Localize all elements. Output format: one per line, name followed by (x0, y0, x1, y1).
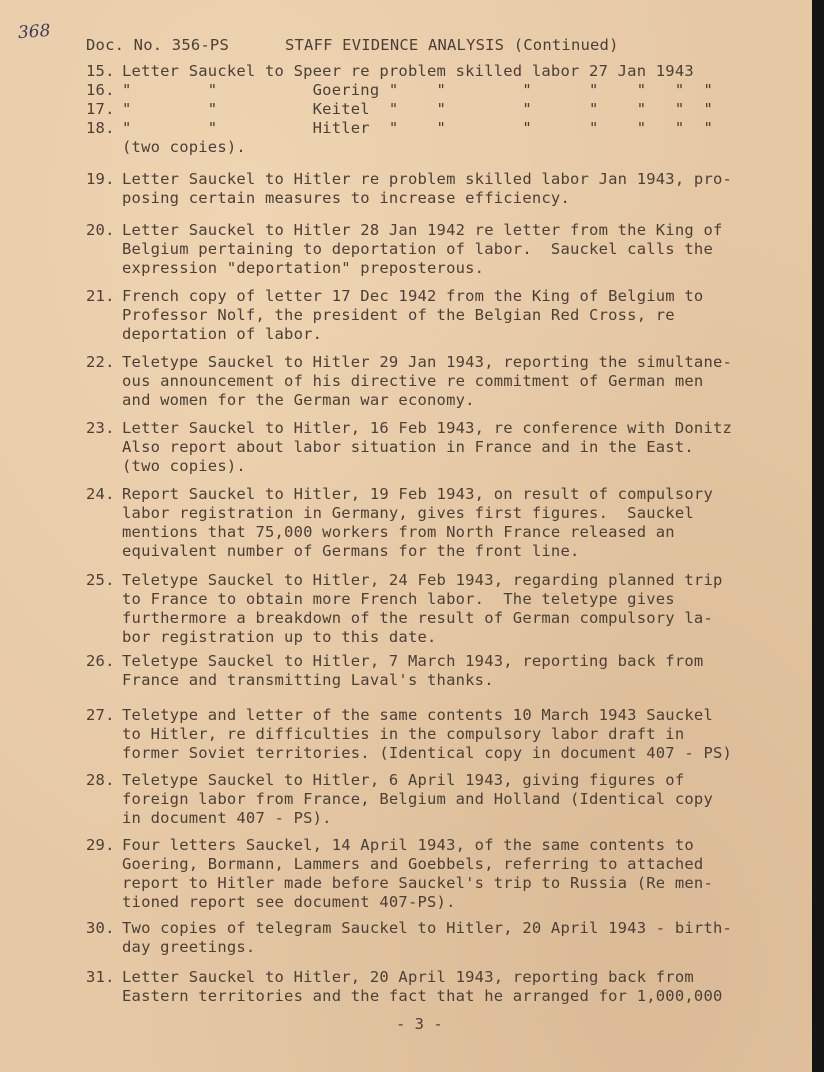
item-text-line: Letter Sauckel to Hitler, 20 April 1943, reporting back from (122, 968, 694, 986)
item-number: 29. (86, 836, 115, 854)
item-text-line: France and transmitting Laval's thanks. (122, 671, 494, 689)
item-text-line: Letter Sauckel to Speer re problem skilled labor 27 Jan 1943 (122, 62, 694, 80)
item-text-line: labor registration in Germany, gives first figures. Sauckel (122, 504, 694, 522)
item-text-line: and women for the German war economy. (122, 391, 475, 409)
item-number: 28. (86, 771, 115, 789)
item-text-line: bor registration up to this date. (122, 628, 437, 646)
item-text-line: " " Goering " " " " " " " (122, 81, 713, 99)
item-text-line: former Soviet territories. (Identical copy in document 407 - PS) (122, 744, 733, 762)
item-number: 24. (86, 485, 115, 503)
item-text-line: " " Hitler " " " " " " " (122, 119, 713, 137)
item-number: 31. (86, 968, 115, 986)
item-text-line: deportation of labor. (122, 325, 323, 343)
item-text-line: (two copies). (122, 138, 246, 156)
item-text-line: posing certain measures to increase efficiency. (122, 189, 570, 207)
item-text-line: Eastern territories and the fact that he arranged for 1,000,000 (122, 987, 723, 1005)
item-number: 23. (86, 419, 115, 437)
document-title: STAFF EVIDENCE ANALYSIS (Continued) (284, 36, 619, 54)
item-text-line: mentions that 75,000 workers from North France released an (122, 523, 675, 541)
doc-number: Doc. No. 356-PS (86, 36, 229, 54)
item-text-line: tioned report see document 407-PS). (122, 893, 456, 911)
item-number: 26. (86, 652, 115, 670)
item-text-line: Four letters Sauckel, 14 April 1943, of the same contents to (122, 836, 694, 854)
item-text-line: day greetings. (122, 938, 256, 956)
item-text-line: Teletype Sauckel to Hitler 29 Jan 1943, reporting the simultane- (122, 353, 733, 371)
item-text-line: in document 407 - PS). (122, 809, 332, 827)
item-text-line: Two copies of telegram Sauckel to Hitler, 20 April 1943 - birth- (122, 919, 733, 937)
item-number: 20. (86, 221, 115, 239)
item-number: 25. (86, 571, 115, 589)
item-number: 21. (86, 287, 115, 305)
item-text-line: Goering, Bormann, Lammers and Goebbels, referring to attached (122, 855, 704, 873)
item-text-line: French copy of letter 17 Dec 1942 from the King of Belgium to (122, 287, 704, 305)
item-text-line: expression "deportation" preposterous. (122, 259, 485, 277)
item-number: 19. (86, 170, 115, 188)
item-number: 18. (86, 119, 115, 137)
item-text-line: Professor Nolf, the president of the Belgian Red Cross, re (122, 306, 675, 324)
item-text-line: Letter Sauckel to Hitler 28 Jan 1942 re letter from the King of (122, 221, 723, 239)
item-text-line: (two copies). (122, 457, 246, 475)
item-text-line: Teletype Sauckel to Hitler, 7 March 1943, reporting back from (122, 652, 704, 670)
item-text-line: Teletype Sauckel to Hitler, 24 Feb 1943, regarding planned trip (122, 571, 723, 589)
handwritten-page-mark: 368 (17, 20, 52, 44)
item-number: 22. (86, 353, 115, 371)
item-text-line: to Hitler, re difficulties in the compulsory labor draft in (122, 725, 685, 743)
item-text-line: Letter Sauckel to Hitler re problem skilled labor Jan 1943, pro- (122, 170, 733, 188)
document-header (86, 36, 619, 54)
item-text-line: Report Sauckel to Hitler, 19 Feb 1943, on result of compulsory (122, 485, 713, 503)
item-number: 30. (86, 919, 115, 937)
item-text-line: Letter Sauckel to Hitler, 16 Feb 1943, re conference with Donitz (122, 419, 733, 437)
item-text-line: Teletype and letter of the same contents 10 March 1943 Sauckel (122, 706, 713, 724)
item-text-line: ous announcement of his directive re commitment of German men (122, 372, 704, 390)
item-text-line: report to Hitler made before Sauckel's trip to Russia (Re men- (122, 874, 713, 892)
item-number: 16. (86, 81, 115, 99)
item-text-line: Also report about labor situation in France and in the East. (122, 438, 694, 456)
item-number: 15. (86, 62, 115, 80)
item-text-line: equivalent number of Germans for the front line. (122, 542, 580, 560)
item-text-line: foreign labor from France, Belgium and Holland (Identical copy (122, 790, 713, 808)
item-text-line: Teletype Sauckel to Hitler, 6 April 1943, giving figures of (122, 771, 685, 789)
item-text-line: to France to obtain more French labor. The teletype gives (122, 590, 675, 608)
item-number: 17. (86, 100, 115, 118)
scan-edge (812, 0, 824, 1072)
item-text-line: Belgium pertaining to deportation of labor. Sauckel calls the (122, 240, 713, 258)
item-text-line: " " Keitel " " " " " " " (122, 100, 713, 118)
item-number: 27. (86, 706, 115, 724)
page-footer: - 3 - (396, 1015, 443, 1033)
item-text-line: furthermore a breakdown of the result of German compulsory la- (122, 609, 713, 627)
